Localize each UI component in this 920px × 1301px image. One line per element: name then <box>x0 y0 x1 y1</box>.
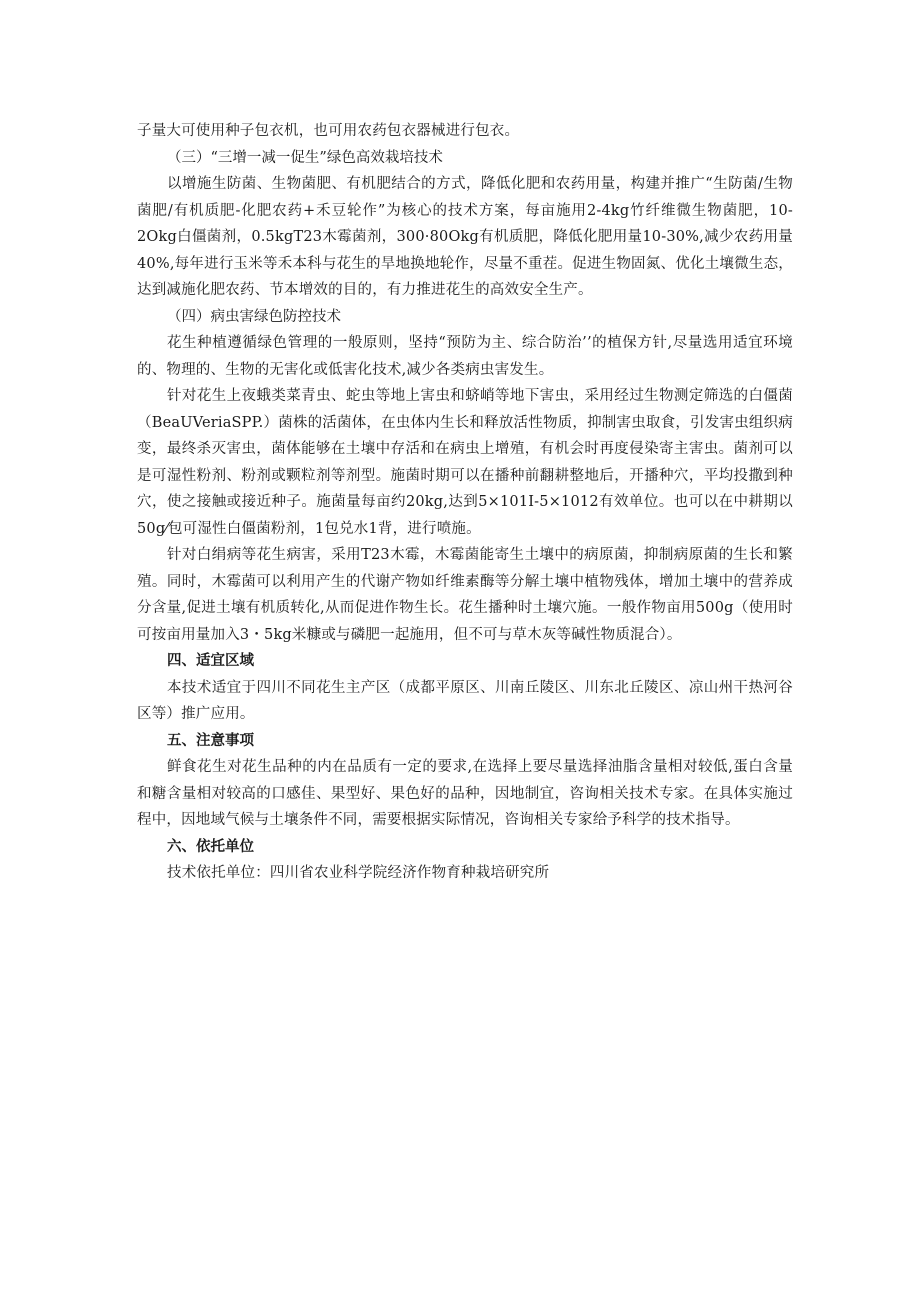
paragraph-pest-principle: 花生种植遵循绿色管理的一般原则，坚持“预防为主、综合防治’’的植保方针,尽量选用适宜环境的、物理的、生物的无害化或低害化技术,减少各类病虫害发生。 <box>137 335 793 378</box>
paragraph-notes: 鲜食花生对花生品种的内在品质有一定的要求,在选择上要尽量选择油脂含量相对较低,蛋白含量和糖含量相对较高的口感佳、果型好、果色好的品种，因地制宜，咨询相关技术专家。在具体实施过程中，因地域气候与土壤条件不同，需要根据实际情况，咨询相关专家给予科学的技术指导。 <box>137 759 793 828</box>
section-heading-region: 四、适宜区域 <box>167 653 254 669</box>
paragraph-disease-control: 针对白绢病等花生病害，采用T23木霉，木霉菌能寄生土壤中的病原菌，抑制病原菌的生长和繁殖。同时，木霉菌可以利用产生的代谢产物如纤维素酶等分解土壤中植物残体，增加土壤中的营养成分含量,促进土壤有机质转化,从而促进作物生长。花生播种时土壤穴施。一般作物亩用500g（使用时可按亩用量加入3・5kg米糠或与磷肥一起施用，但不可与草木灰等碱性物质混合）。 <box>137 547 793 643</box>
subheading-three: （三）“三增一减一促生”绿色高效栽培技术 <box>167 149 443 166</box>
subheading-four: （四）病虫害绿色防控技术 <box>167 308 341 325</box>
paragraph-cultivation-tech: 以增施生防菌、生物菌肥、有机肥结合的方式，降低化肥和农药用量，构建并推广“生防菌/生物菌肥/有机质肥-化肥农药+禾豆轮作”为核心的技术方案，每亩施用2-4kg竹纤维微生物菌肥，10-2Okg白僵菌剂，0.5kgT23木霉菌剂，300·80Okg有机质肥，降低化肥用量10-30%,减少农药用量40%,每年进行玉米等禾本科与花生的旱地换地轮作，尽量不重茬。促进生物固氮、优化土壤微生态，达到减施化肥农药、节本增效的目的，有力推进花生的高效安全生产。 <box>137 176 793 298</box>
paragraph-insect-control: 针对花生上夜蛾类菜青虫、蛇虫等地上害虫和蛴峭等地下害虫，采用经过生物测定筛选的白僵菌（BeaUVeriaSPP.）菌株的活菌体，在虫体内生长和释放活性物质，抑制害虫取食，引发害虫组织病变，最终杀灭害虫，菌体能够在土壤中存活和在病虫上增殖，有机会时再度侵染寄主害虫。菌剂可以是可湿性粉剂、粉剂或颗粒剂等剂型。施菌时期可以在播种前翻耕整地后，开播种穴，平均投撒到种穴，使之接触或接近种子。施菌量每亩约20kg,达到5×101I-5×1012有效单位。也可以在中耕期以50g⁄包可湿性白僵菌粉剂，1包兑水1背，进行喷施。 <box>137 388 793 537</box>
section-heading-unit: 六、依托单位 <box>167 838 254 855</box>
section-heading-notes: 五、注意事项 <box>167 732 254 749</box>
paragraph-region: 本技术适宜于四川不同花生主产区（成都平原区、川南丘陵区、川东北丘陵区、凉山州干热河谷区等）推广应用。 <box>137 679 793 722</box>
paragraph-unit: 技术依托单位：四川省农业科学院经济作物育种栽培研究所 <box>167 865 550 881</box>
document-body <box>137 118 793 887</box>
paragraph-continuation: 子量大可使用种子包衣机，也可用农药包衣器械进行包衣。 <box>137 123 520 139</box>
